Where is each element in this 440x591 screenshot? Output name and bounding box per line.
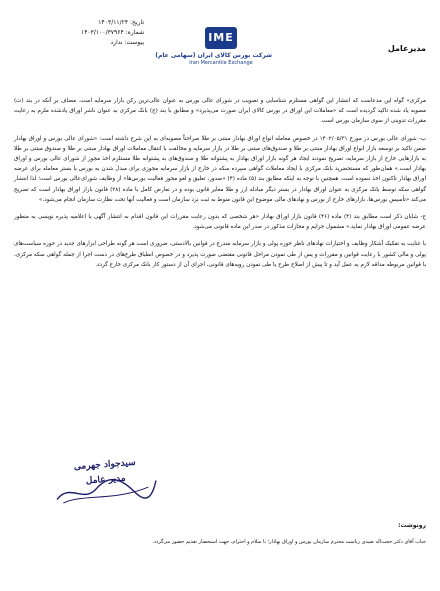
cc-title: رونوشت: [398,522,426,529]
letter-meta [14,18,144,48]
attachment-line: پیوست: ندارد [110,39,144,46]
logo-name-fa: شرکت بورس کالای ایران (سهامی عام) [155,52,272,59]
signature-stamp [54,455,157,512]
date-line: تاریخ: ۱۴۰۳/۱۱/۲۴ [98,19,144,26]
logo-name-en: Iran Mercantile Exchange [189,60,253,66]
body-paragraph: مرکزی» گواه این مدعاست که انتشار این گواهی مستلزم شناسایی و تصویب در شورای عالی بورس به عنوان عالی‌ترین رکن بازار سرمایه است. مضاف بر آنکه در بند (ت) مصوبه یاد شده تاکید گردیده است که «معاملات این اوراق در بورس کالای ایران صورت می‌پذیرد» و مطابق با بند (ج) بانک مرکزی به عنوان ناشر اوراق یادشده ملزم به رعایت مقررات تدوینی از سوی سازمان بورس است. [14,98,426,125]
body-paragraph: ب- شورای عالی بورس در مورخ ۱۴۰۲/۰۵/۳۱ در خصوص معامله انواع اوراق بهادار مبتنی بر طلا صراحتاً مصوبه‌ای به این شرح داشته است: «شورای عالی بورس و اوراق بهادار ضمن تاکید بر توسعه بازار انواع اوراق بهادار مبتنی بر طلا و صندوق‌های مبتنی بر طلا در بازار سرمایه و مخالفت با انتقال معاملات اوراق بهادار مبتنی بر طلا و صندوق مبتنی بر طلا به بازارهایی خارج از بازار سرمایه، تصریح نمودند ایجاد هر گونه بازار اوراق بهادار به پشتوانه طلا و صندوق‌های به پشتوانه طلا مستلزم اخذ مجوز از شورای عالی بورس و اوراق بهادار است.» همان‌طور که مستحضرید بانک مرکزی با ایجاد معاملات گواهی سپرده سکه در خارج از بازار سرمایه مجوزی برای مبدل شدن به بورس یا بستر معامله برای عرضه اوراق بهادار تاکنون اخذ ننموده است. همچنین با توجه به اینکه مطابق بند (۵) ماده (۴) «صدور، تعلیق و لغو مجوز فعالیت بورس‌ها» از وظایف شورای‌عالی بورس است؛ لذا انتشار گواهی سکه توسط بانک مرکزی به عنوان اوراق بهادار در بستر دیگر مبادله ارز و طلا مغایر قانون بوده و در تعارض کامل با ماده (۲۸) قانون بازار اوراق بهادار است که تصریح می‌کند «تأسیس بورس‌ها، بازارهای خارج از بورس و نهادهای مالی موضوع این قانون منوط به ثبت نزد سازمان است و فعالیت آنها تحت نظارت سازمان انجام می‌شود.» [14,135,427,203]
number-line: شماره: ۱۴۰۳/۱۰۰/۳۷۹۶۴ [80,29,144,36]
recipient-title: مدیرعامل [387,44,426,53]
signature-title: مدیر عامل [85,473,127,487]
body-paragraph: ج- شایان ذکر است مطابق بند (۴) ماده (۴۶) قانون بازار اوراق بهادار «هر شخصی که بدون رعایت مقررات این قانون اقدام به انتشار آگهی یا اعلامیه پذیره نویسی به منظور عرضه عمومی اوراق بهادار نماید.» مشمول جرایم و مجازات مذکور در صدر این ماده قانونی می‌شود. [14,214,426,231]
logo-mark: IME [205,27,237,49]
cc-text: جناب آقای دکتر حجت‌اله صیدی ریاست محترم سازمان بورس و اوراق بهادار؛ با سلام و احترام، جهت استحضار تقدیم حضور می‌گردد. [152,539,426,545]
company-logo [155,26,272,78]
letter-body [14,96,426,277]
body-paragraph: با عنایت به تفکیک آشکار وظایف و اختیارات نهادهای ناظر حوزه پولی و بازار سرمایه مندرج در قوانین بالادستی، ضروری است هر گونه طراحی ابزارهای جدید در حوزه سیاست‌های پولی و مالی کشور با رعایت قوانین و مقررات و پس از طی نمودن مراحل قانونی مقتضی صورت پذیرد و در خصوص انطباق طرح‌های در دست اجرا از جمله گواهی سکه مرکزی، با قوانین مربوطه مداقه لازم به عمل آید و تا پیش از اصلاح طرح یا طی نمودن رویه‌های قانونی، اجرای آن از دستور کار بانک مرکزی خارج گردد. [14,241,426,268]
signature-name: سیدجواد جهرمی [73,457,136,473]
